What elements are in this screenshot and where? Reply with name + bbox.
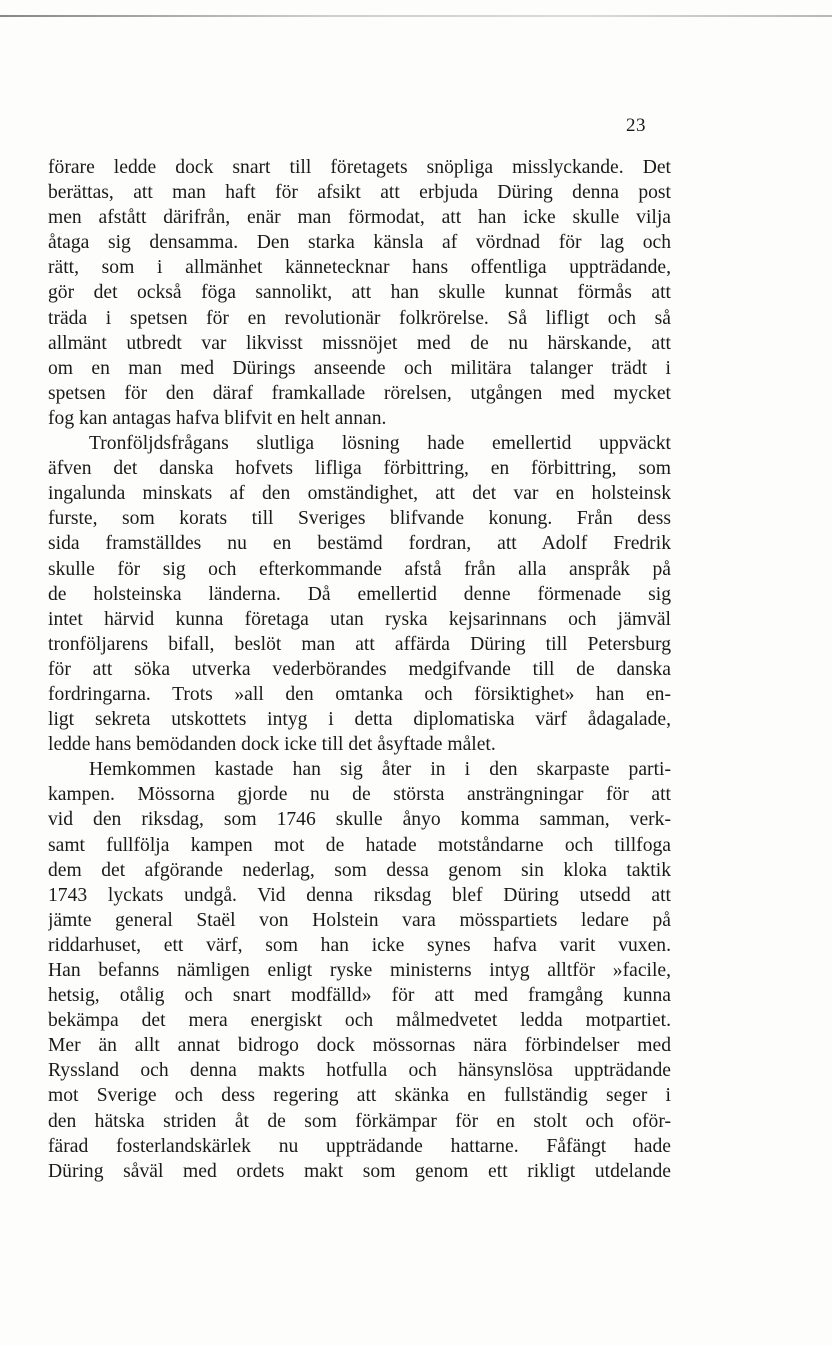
text-line: Düring såväl med ordets makt som genom ett rikligt utdelande (48, 1160, 671, 1182)
paragraph-2 (48, 431, 671, 757)
text-line: furste, som korats till Sveriges blifvande konung. Från dess (48, 508, 671, 530)
text-line: hetsig, otålig och snart modfälld» för att med framgång kunna (48, 985, 671, 1007)
text-line: rätt, som i allmänhet kännetecknar hans offentliga uppträdande, (48, 257, 671, 279)
text-line: berättas, att man haft för afsikt att erbjuda Düring denna post (48, 182, 671, 204)
text-line: bekämpa det mera energiskt och målmedvetet ledda motpartiet. (48, 1010, 671, 1032)
text-line: skulle för sig och efterkommande afstå från alla anspråk på (48, 558, 671, 580)
text-line: om en man med Dürings anseende och militära talanger trädt i (48, 357, 671, 379)
text-line: gör det också föga sannolikt, att han skulle kunnat förmås att (48, 282, 671, 304)
text-line: ledde hans bemödanden dock icke till det åsyftade målet. (48, 734, 496, 756)
text-line: den hätska striden åt de som förkämpar för en stolt och oför- (48, 1110, 671, 1132)
text-line: äfven det danska hofvets lifliga förbittring, en förbittring, som (48, 458, 671, 480)
text-line: riddarhuset, ett värf, som han icke synes hafva varit vuxen. (48, 934, 671, 956)
text-line: ligt sekreta utskottets intyg i detta diplomatiska värf ådagalade, (48, 709, 671, 731)
text-line: Hemkommen kastade han sig åter in i den skarpaste parti- (89, 759, 671, 781)
text-line: Han befanns nämligen enligt ryske ministerns intyg alltför »facile, (48, 960, 671, 981)
text-line: Ryssland och denna makts hotfulla och hänsynslösa uppträdande (48, 1060, 671, 1082)
text-line: samt fullfölja kampen mot de hatade motståndarne och tillfoga (48, 834, 671, 856)
text-line: intet härvid kunna företaga utan ryska kejsarinnans och jämväl (48, 608, 671, 630)
page-number: 23 (626, 115, 646, 136)
text-line: allmänt utbredt var likvisst missnöjet med de nu härskande, att (48, 332, 671, 354)
text-line: träda i spetsen för en revolutionär folkrörelse. Så lifligt och så (48, 307, 671, 329)
text-line: färad fosterlandskärlek nu uppträdande hattarne. Fåfängt hade (48, 1135, 671, 1157)
paragraph-3 (48, 757, 671, 1184)
top-scan-rule (0, 15, 832, 17)
text-line: åtaga sig densamma. Den starka känsla af vördnad för lag och (48, 232, 671, 254)
text-line: fog kan antagas hafva blifvit en helt annan. (48, 407, 387, 429)
text-line: mot Sverige och dess regering att skänka en fullständig seger i (48, 1085, 671, 1107)
paragraph-1 (48, 155, 671, 431)
text-line: fordringarna. Trots »all den omtanka och försiktighet» han en- (48, 683, 671, 705)
text-line: Mer än allt annat bidrogo dock mössornas nära förbindelser med (48, 1035, 671, 1057)
text-line: de holsteinska länderna. Då emellertid denne förmenade sig (48, 583, 671, 605)
text-line: kampen. Mössorna gjorde nu de största ansträngningar för att (48, 784, 671, 806)
text-line: jämte general Staël von Holstein vara mösspartiets ledare på (48, 909, 671, 931)
text-line: förare ledde dock snart till företagets snöpliga misslyckande. Det (48, 157, 671, 178)
body-text (48, 155, 671, 1184)
text-line: men afstått därifrån, enär man förmodat, att han icke skulle vilja (48, 207, 671, 229)
text-line: för att söka utverka vederbörandes medgifvande till de danska (48, 658, 671, 680)
text-line: vid den riksdag, som 1746 skulle ånyo komma samman, verk- (48, 809, 671, 831)
text-line: Tronföljdsfrågans slutliga lösning hade emellertid uppväckt (89, 433, 671, 455)
text-line: tronföljarens bifall, beslöt man att affärda Düring till Petersburg (48, 633, 671, 655)
text-line: ingalunda minskats af den omständighet, att det var en holsteinsk (48, 483, 671, 505)
text-line: 1743 lyckats undgå. Vid denna riksdag blef Düring utsedd att (48, 884, 671, 906)
text-line: sida framställdes nu en bestämd fordran, att Adolf Fredrik (48, 533, 671, 555)
text-line: spetsen för den däraf framkallade rörelsen, utgången med mycket (48, 382, 671, 404)
text-line: dem det afgörande nederlag, som dessa genom sin kloka taktik (48, 859, 671, 881)
